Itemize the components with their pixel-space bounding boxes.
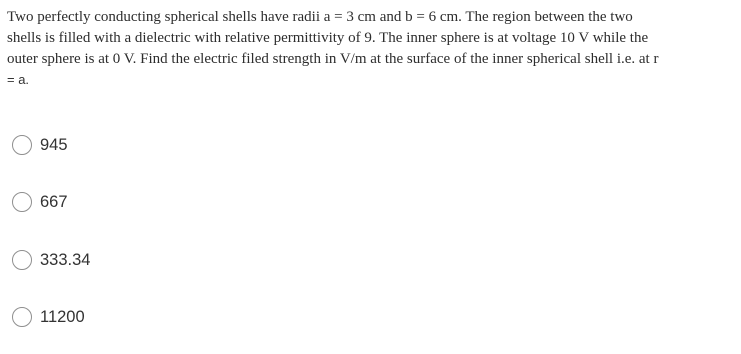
answer-option-label: 945 <box>40 136 68 154</box>
answer-option-2[interactable] <box>12 190 68 214</box>
answer-option-3[interactable] <box>12 248 90 272</box>
answer-option-label: 11200 <box>40 308 85 326</box>
answer-option-1[interactable] <box>12 133 68 157</box>
answer-option-label: 667 <box>40 193 68 211</box>
answer-option-label: 333.34 <box>40 251 91 269</box>
question-line: = a. <box>7 72 30 87</box>
answer-option-4[interactable] <box>12 305 85 329</box>
question-line: outer sphere is at 0 V. Find the electric filed strength in V/m at the surface of the inner spherical shell i.e. at r <box>7 51 659 67</box>
radio-button[interactable] <box>12 250 32 270</box>
question-line: Two perfectly conducting spherical shells have radii a = 3 cm and b = 6 cm. The region between the two <box>7 9 633 25</box>
question-line: shells is filled with a dielectric with relative permittivity of 9. The inner sphere is at voltage 10 V while the <box>7 30 649 46</box>
radio-button[interactable] <box>12 135 32 155</box>
radio-button[interactable] <box>12 192 32 212</box>
radio-button[interactable] <box>12 307 32 327</box>
